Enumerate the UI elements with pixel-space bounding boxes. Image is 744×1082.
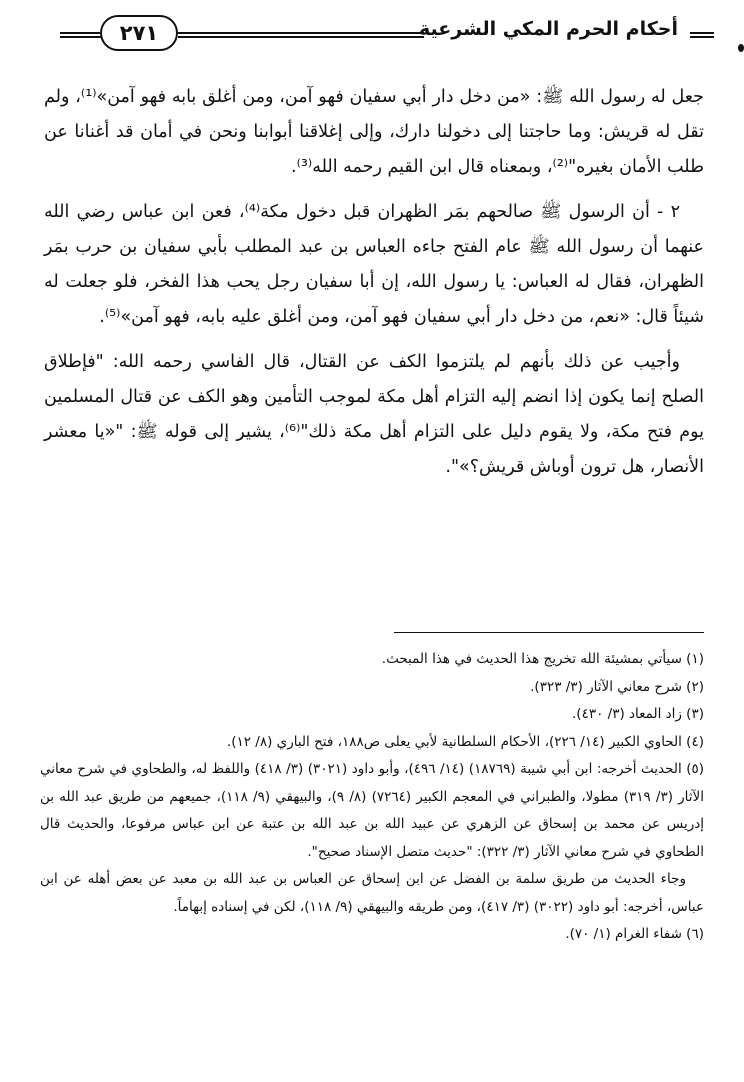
main-text <box>44 80 704 495</box>
footnotes <box>40 646 704 949</box>
header-rule <box>178 32 424 38</box>
paragraph-3: وأجيب عن ذلك بأنهم لم يلتزموا الكف عن القتال، قال الفاسي رحمه الله: "فإطلاق الصلح إنما يكون إذا انضم إليه التزام أهل مكة لموجب التأمين وهو الكف عن قتال المسلمين يوم فتح مكة، ولا يقوم دليل على التزام أهل مكة ذلك"⁽⁶⁾، يشير إلى قوله ﷺ: "«يا معشر الأنصار، هل ترون أوباش قريش؟»". <box>44 352 704 477</box>
header-dash-ornament <box>690 32 714 38</box>
page-number: ٢٧١ <box>100 15 178 51</box>
paragraph-1: جعل له رسول الله ﷺ: «من دخل دار أبي سفيان فهو آمن، ومن أغلق بابه فهو آمن»⁽¹⁾، ولم تقل له قريش: وما حاجتنا إلى دخولنا دارك، وإلى إغلاقنا أبوابنا ونحن في أمان قد أغنانا عن طلب الأمان بغيره"⁽²⁾، وبمعناه قال ابن القيم رحمه الله⁽³⁾. <box>44 87 704 177</box>
footnote-1: (١) سيأتي بمشيئة الله تخريج هذا الحديث في هذا المبحث. <box>381 651 704 667</box>
footnote-4: (٤) الحاوي الكبير (١٤/ ٢٢٦)، الأحكام السلطانية لأبي يعلى ص١٨٨، فتح الباري (٨/ ١٢). <box>226 733 704 750</box>
page-header <box>60 12 720 56</box>
paragraph-2: ٢ - أن الرسول ﷺ صالحهم بمَر الظهران قبل دخول مكة⁽⁴⁾، فعن ابن عباس رضي الله عنهما أن رسول الله ﷺ عام الفتح جاءه العباس بن عبد المطلب بأبي سفيان بن حرب بمَر الظهران، فقال له العباس: يا رسول الله، إن أبا سفيان رجل يحب هذا الفخر، فلو جعلت له شيئاً قال: «نعم، من دخل دار أبي سفيان فهو آمن، ومن أغلق عليه بابه، فهو آمن»⁽⁵⁾. <box>44 202 704 327</box>
footnote-5: (٥) الحديث أخرجه: ابن أبي شيبة (١٨٧٦٩) (١٤/ ٤٩٦)، وأبو داود (٣٠٢١) (٣/ ٤١٨) واللفظ له، والطحاوي في شرح معاني الآثار (٣/ ٣١٩) مطولا، والطبراني في المعجم الكبير (٧٢٦٤) (٨/ ٩)، والبيهقي (٩/ ١١٨)، جميعهم من طريق عبد الله بن إدريس عن محمد بن إسحاق عن الزهري عن عبيد الله بن عبد الله بن عتبة عن ابن عباس مرفوعا، والحديث قال الطحاوي في شرح معاني الآثار (٣/ ٣٢٢): "حديث متصل الإسناد صحيح". <box>40 761 705 860</box>
header-rule-left <box>60 32 102 38</box>
running-title: أحكام الحرم المكي الشرعية <box>419 18 678 40</box>
margin-dot <box>738 44 744 52</box>
footnote-5-continuation: وجاء الحديث من طريق سلمة بن الفضل عن ابن إسحاق عن العباس بن عبد الله بن معبد عن بعض أهله عن ابن عباس، أخرجه: أبو داود (٣٠٢٢) (٣/ ٤١٧)، ومن طريقه والبيهقي (٩/ ١١٨)، لكن في إسناده إبهاماً. <box>40 871 704 915</box>
footnote-6: (٦) شفاء الغرام (١/ ٧٠). <box>565 926 704 942</box>
footnote-2: (٢) شرح معاني الآثار (٣/ ٣٢٣). <box>530 678 704 695</box>
footnote-3: (٣) زاد المعاد (٣/ ٤٣٠). <box>572 706 704 722</box>
footnote-separator <box>394 632 704 633</box>
